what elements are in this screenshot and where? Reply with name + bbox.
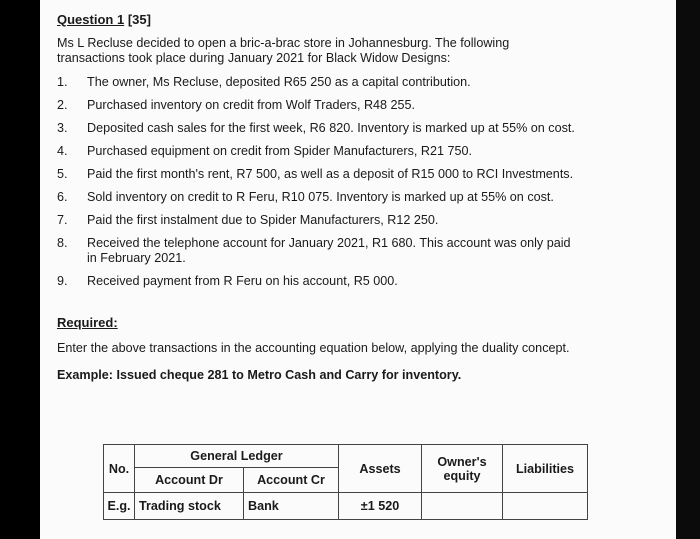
item-text: Sold inventory on credit to R Feru, R10 075. Inventory is marked up at 55% on cost. (87, 190, 554, 204)
item-text: Received the telephone account for January 2021, R1 680. This account was only paid in February 2021. (87, 236, 571, 265)
intro-paragraph: Ms L Recluse decided to open a bric-a-brac store in Johannesburg. The following transactions took place during January 2021 for Black Widow Designs: (57, 36, 510, 65)
cell-account-dr: Trading stock (135, 493, 244, 520)
cell-assets: ±1 520 (339, 493, 422, 520)
item-number: 7. (57, 213, 68, 227)
table-row (104, 493, 588, 520)
item-text: Purchased inventory on credit from Wolf Traders, R48 255. (87, 98, 416, 112)
list-item (57, 144, 577, 159)
item-number: 6. (57, 190, 68, 204)
item-text: Deposited cash sales for the first week, R6 820. Inventory is marked up at 55% on cost. (87, 121, 575, 135)
list-item (57, 274, 577, 289)
cell-owners-equity (422, 493, 503, 520)
item-number: 1. (57, 75, 68, 89)
list-item (57, 167, 577, 182)
cell-no: E.g. (104, 493, 135, 520)
list-item (57, 75, 577, 90)
list-item (57, 236, 577, 266)
header-owners-equity: Owner's equity (422, 445, 503, 493)
item-number: 2. (57, 98, 68, 112)
list-item (57, 98, 577, 113)
item-number: 5. (57, 167, 68, 181)
cell-liabilities (503, 493, 588, 520)
header-account-dr: Account Dr (135, 468, 244, 493)
item-text: Received payment from R Feru on his account, R5 000. (87, 274, 398, 288)
item-number: 9. (57, 274, 68, 288)
header-general-ledger: General Ledger (135, 445, 339, 468)
question-content (57, 10, 577, 383)
required-heading: Required: (57, 315, 118, 330)
question-label: Question 1 (57, 12, 125, 27)
list-item (57, 190, 577, 205)
item-text: Purchased equipment on credit from Spider Manufacturers, R21 750. (87, 144, 473, 158)
accounting-equation-table (103, 444, 588, 520)
item-text: The owner, Ms Recluse, deposited R65 250 as a capital contribution. (87, 75, 471, 89)
item-number: 8. (57, 236, 68, 250)
question-title (57, 12, 577, 27)
header-assets: Assets (339, 445, 422, 493)
transaction-list (57, 75, 577, 289)
required-text: Enter the above transactions in the accounting equation below, applying the duality concept. (57, 341, 570, 355)
item-number: 4. (57, 144, 68, 158)
item-text: Paid the first instalment due to Spider Manufacturers, R12 250. (87, 213, 439, 227)
header-account-cr: Account Cr (244, 468, 339, 493)
header-liabilities: Liabilities (503, 445, 588, 493)
header-no: No. (104, 445, 135, 493)
list-item (57, 213, 577, 228)
list-item (57, 121, 577, 136)
item-text: Paid the first month's rent, R7 500, as well as a deposit of R15 000 to RCI Investments. (87, 167, 574, 181)
dark-edge (676, 0, 700, 539)
cell-account-cr: Bank (244, 493, 339, 520)
question-marks: [35] (127, 12, 151, 27)
item-number: 3. (57, 121, 68, 135)
example-text: Example: Issued cheque 281 to Metro Cash and Carry for inventory. (57, 368, 462, 382)
